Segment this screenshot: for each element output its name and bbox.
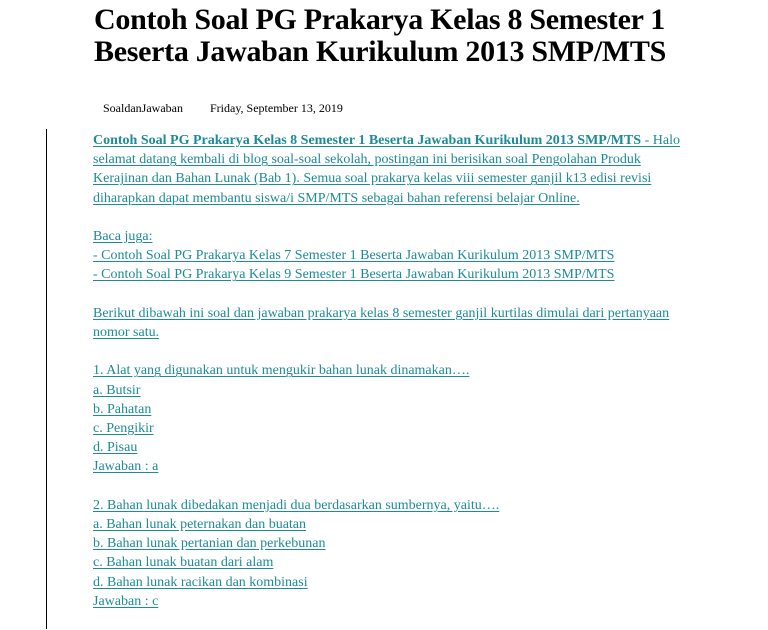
- intro-text: - Halo selamat datang kembali di blog soal-soal sekolah, postingan ini berisikan soal Pengolahan Produk Kerajinan dan Bahan Lunak (Bab 1). Semua soal prakarya kelas viii semester ganjil k13 edisi revisi diharapkan dapat membantu siswa/i SMP/MTS sebagai bahan referensi belajar Online.: [93, 133, 680, 206]
- spacer: [93, 285, 693, 304]
- option-d: d. Pisau: [93, 440, 138, 456]
- option-a: a. Bahan lunak peternakan dan buatan: [93, 517, 307, 532]
- baca-juga-block: [93, 227, 693, 285]
- option-b: b. Bahan lunak pertanian dan perkebunan: [93, 536, 326, 552]
- related-link-kelas-9[interactable]: - Contoh Soal PG Prakarya Kelas 9 Semester 1 Beserta Jawaban Kurikulum 2013 SMP/MTS: [93, 267, 615, 283]
- author-name[interactable]: SoaldanJawaban: [103, 101, 183, 115]
- page-title: Contoh Soal PG Prakarya Kelas 8 Semester 1 Beserta Jawaban Kurikulum 2013 SMP/MTS: [94, 3, 666, 68]
- lead-text: Berikut dibawah ini soal dan jawaban prakarya kelas 8 semester ganjil kurtilas dimulai dari pertanyaan nomor satu.: [93, 305, 670, 340]
- related-link-kelas-7[interactable]: - Contoh Soal PG Prakarya Kelas 7 Semester 1 Beserta Jawaban Kurikulum 2013 SMP/MTS: [93, 248, 615, 264]
- option-b: b. Pahatan: [93, 401, 152, 417]
- option-a: a. Butsir: [93, 382, 141, 398]
- article-body: [93, 131, 693, 611]
- option-c: c. Pengikir: [93, 421, 154, 436]
- answer-text: Jawaban : c: [93, 593, 159, 609]
- spacer: [93, 477, 693, 496]
- spacer: [93, 342, 693, 361]
- post-date: Friday, September 13, 2019: [209, 101, 343, 115]
- question-text: 1. Alat yang digunakan untuk mengukir bahan lunak dinamakan….: [93, 363, 470, 379]
- question-block-1: [93, 361, 693, 476]
- intro-title-link[interactable]: Contoh Soal PG Prakarya Kelas 8 Semester 1 Beserta Jawaban Kurikulum 2013 SMP/MTS: [93, 133, 642, 148]
- baca-juga-label: Baca juga:: [93, 229, 153, 244]
- spacer: [93, 208, 693, 227]
- question-text: 2. Bahan lunak dibedakan menjadi dua berdasarkan sumbernya, yaitu….: [93, 497, 500, 513]
- question-block-2: [93, 496, 693, 611]
- intro-paragraph: [93, 131, 693, 208]
- option-c: c. Bahan lunak buatan dari alam: [93, 555, 274, 571]
- lead-paragraph: [93, 304, 693, 342]
- post-meta: [103, 101, 343, 115]
- answer-text: Jawaban : a: [93, 459, 159, 475]
- content-divider: [46, 129, 47, 629]
- option-d: d. Bahan lunak racikan dan kombinasi: [93, 574, 308, 590]
